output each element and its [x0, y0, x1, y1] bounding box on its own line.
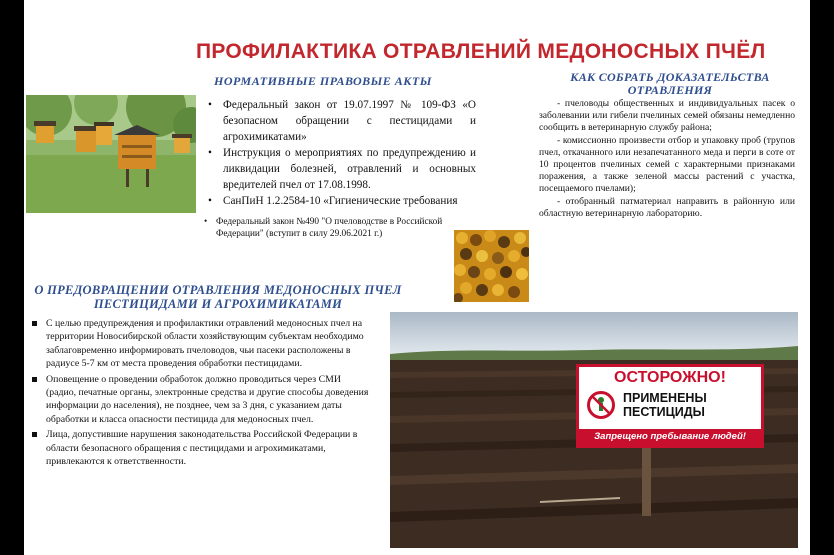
prevention-list	[30, 317, 370, 470]
list-item: • СанПиН 1.2.2584-10 «Гигиенические требования	[206, 193, 476, 209]
prevention-heading: О ПРЕДОВРАЩЕНИИ ОТРАВЛЕНИЯ МЕДОНОСНЫХ ПЧЕЛ ПЕСТИЦИДАМИ И АГРОХИМИКАТАМИ	[34, 283, 402, 311]
list-item: Оповещение о проведении обработок должно проводиться через СМИ (радио, печатные органы, электронные средства и другие способы доведения информации до населения), не позднее, чем за 3 дня, с указанием даты обработки и класса опасности пестицида для медоносных пчел.	[30, 373, 370, 427]
poster-title: ПРОФИЛАКТИКА ОТРАВЛЕНИЙ МЕДОНОСНЫХ ПЧЁЛ	[196, 40, 766, 63]
evidence-paragraph: - комиссионно произвести отбор и упаковку проб (трупов пчел, откачанного или незапечатанного меда и перги в соте от 10 процентов пчелиных семей с характерными признаками поражения, а также зеленой массы растений с участка, посещаемого пчелами);	[539, 134, 795, 195]
beekeeping-law-text: Федеральный закон №490 "О пчеловодстве в Российской Федерации" (вступит в силу 29.06.2021 г.)	[216, 217, 443, 239]
list-item: • Инструкция о мероприятиях по предупреждению и ликвидации болезней, отравлений и основных вредителей пчел от 17.08.1998.	[206, 145, 476, 193]
evidence-heading: КАК СОБРАТЬ ДОКАЗАТЕЛЬСТВА ОТРАВЛЕНИЯ	[570, 70, 770, 97]
warning-sign-footer: Запрещено пребывание людей!	[579, 429, 761, 445]
warning-sign-line2: ПЕСТИЦИДЫ	[623, 405, 705, 419]
legal-acts-list	[206, 97, 476, 209]
legal-acts-heading: НОРМАТИВНЫЕ ПРАВОВЫЕ АКТЫ	[214, 74, 432, 88]
list-item: • Федеральный закон от 19.07.1997 № 109-ФЗ «О безопасном обращении с пестицидами и агрохимикатами»	[206, 97, 476, 145]
poster	[24, 0, 810, 555]
warning-sign-title: ОСТОРОЖНО!	[614, 369, 726, 386]
no-people-icon	[587, 391, 615, 419]
evidence-paragraph: - пчеловоды общественных и индивидуальных пасек о заболевании или гибели пчелиных семей обязаны немедленно сообщить в ветеринарную службу района;	[539, 98, 795, 134]
evidence-text	[539, 98, 795, 220]
beekeeping-law-note: • Федеральный закон №490 "О пчеловодстве в Российской Федерации" (вступит в силу 29.06.2021 г.)	[204, 217, 443, 239]
evidence-paragraph: - отобранный патматериал направить в районную или областную ветеринарную лабораторию.	[539, 195, 795, 219]
list-item: С целью предупреждения и профилактики отравлений медоносных пчел на территории Новосибирской области хозяйствующим субъектам необходимо заблаговременно информировать пчеловодов, чьи пасеки расположены в радиусе 5-7 км от места проведения обработки пестицидами.	[30, 317, 370, 371]
beehives-photo	[26, 95, 196, 213]
honeycomb-bees-photo	[454, 230, 529, 302]
list-item: Лица, допустившие нарушения законодательства Российской Федерации в области безопасного обращения с пестицидами и агрохимикатами, привлекаются к ответственности.	[30, 428, 370, 468]
warning-sign	[576, 364, 764, 448]
warning-sign-line1: ПРИМЕНЕНЫ	[623, 391, 707, 405]
